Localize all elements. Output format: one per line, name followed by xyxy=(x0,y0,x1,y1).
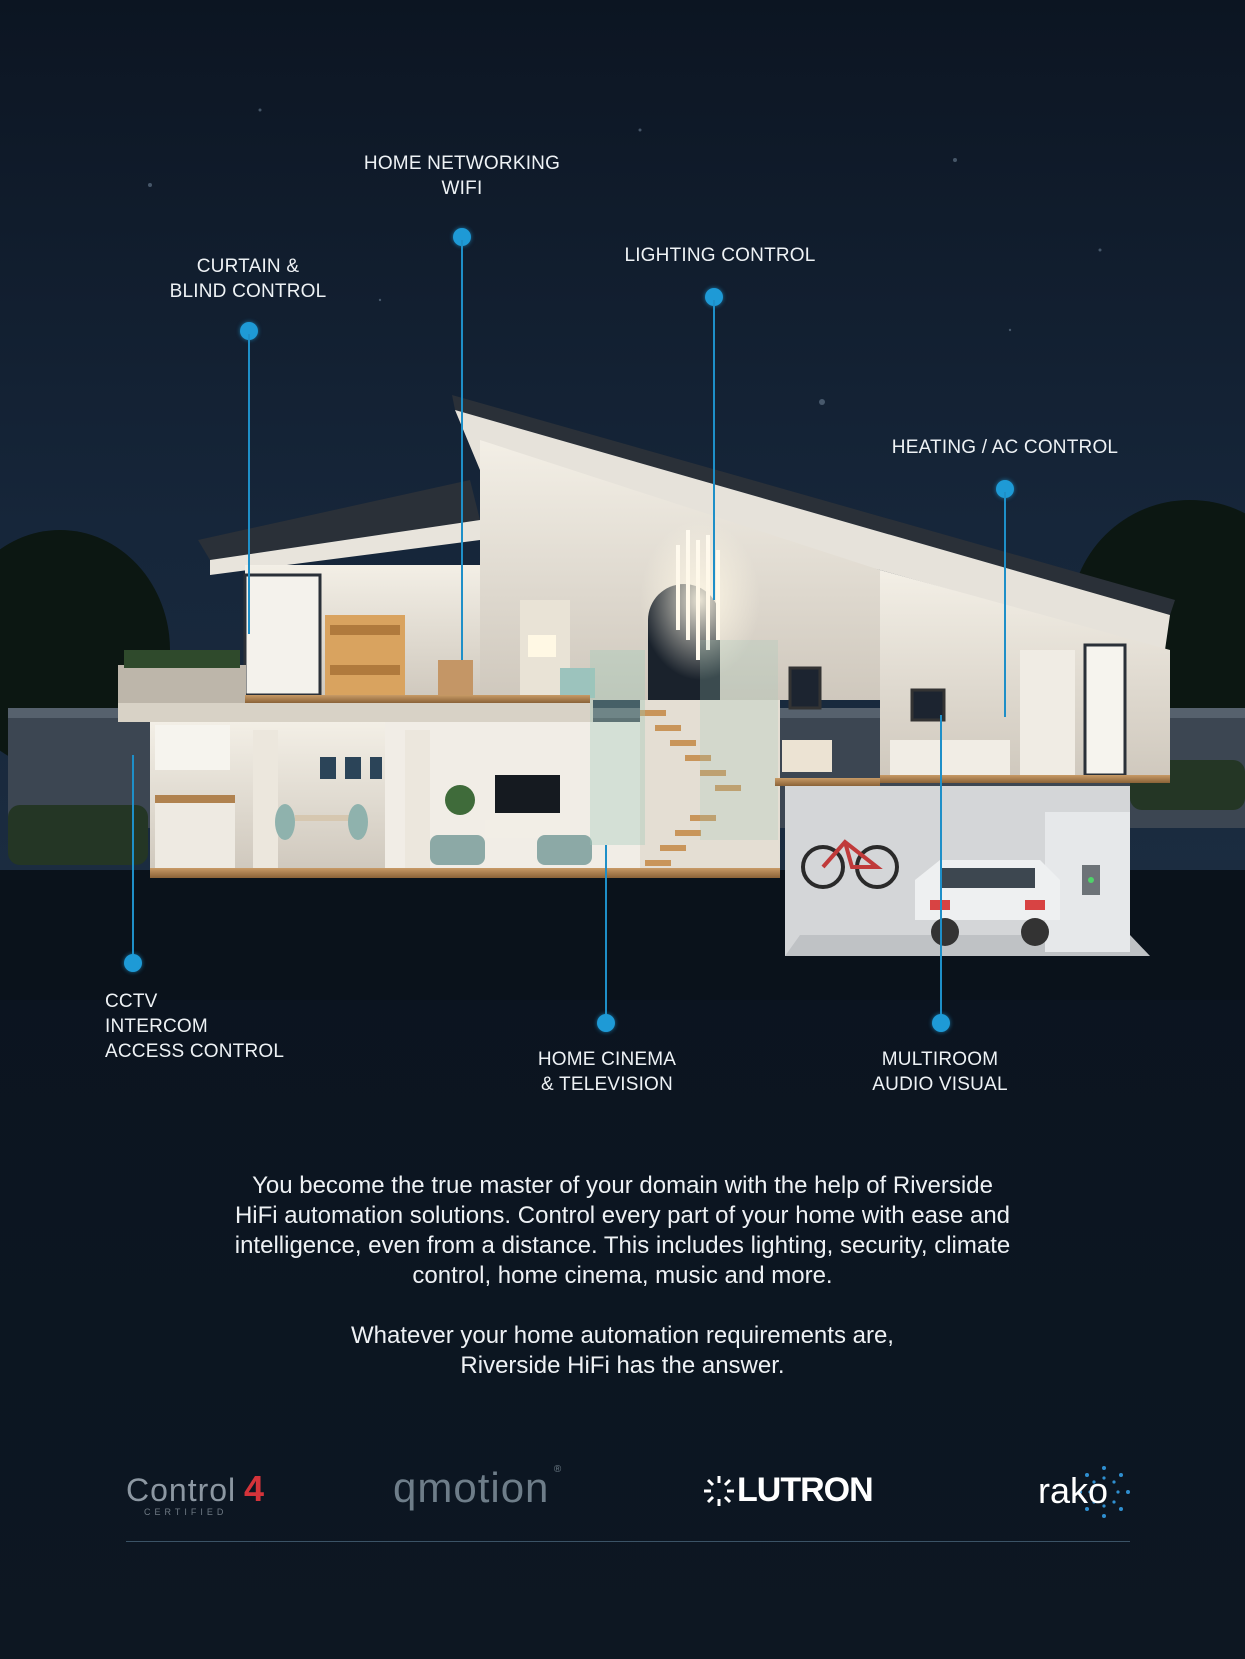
callout-label: WIFI xyxy=(441,178,483,199)
callout-leader-line xyxy=(461,240,463,660)
text-line: intelligence, even from a distance. This includes lighting, security, climate xyxy=(234,1232,1011,1259)
lutron-wordmark: LUTRON xyxy=(737,1471,873,1509)
callout-marker-audio xyxy=(932,1014,950,1032)
callout-curtain-blind xyxy=(148,254,348,304)
callout-home-cinema xyxy=(507,1047,707,1097)
control4-wordmark: Control xyxy=(126,1472,237,1508)
intro-paragraph xyxy=(150,1171,1095,1291)
callout-label: LIGHTING CONTROL xyxy=(624,245,816,266)
control4-certified-label: CERTIFIED xyxy=(144,1507,228,1517)
callout-label: MULTIROOM xyxy=(881,1049,999,1070)
callout-label: AUDIO VISUAL xyxy=(872,1074,1008,1095)
text-line: Whatever your home automation requirements are, xyxy=(351,1322,894,1349)
callout-label: INTERCOM xyxy=(105,1016,208,1037)
callout-heating-ac xyxy=(880,435,1130,460)
callout-label: ACCESS CONTROL xyxy=(105,1041,285,1062)
footer-divider xyxy=(126,1541,1130,1542)
control4-four-mark: 4 xyxy=(244,1468,265,1509)
callout-home-networking xyxy=(362,151,562,201)
callout-multiroom-audio xyxy=(840,1047,1040,1097)
callout-cctv-intercom-access xyxy=(105,989,284,1064)
callout-label: & TELEVISION xyxy=(541,1074,673,1095)
rako-logo xyxy=(1038,1464,1133,1520)
lutron-logo xyxy=(703,1471,918,1511)
text-line: control, home cinema, music and more. xyxy=(412,1262,833,1289)
lutron-sunburst-icon xyxy=(703,1475,735,1507)
callout-marker-cinema xyxy=(597,1014,615,1032)
text-line: You become the true master of your domain with the help of Riverside xyxy=(252,1172,993,1199)
callout-leader-line xyxy=(248,334,250,634)
callout-marker-cctv xyxy=(124,954,142,972)
callout-label: BLIND CONTROL xyxy=(169,281,327,302)
qmotion-wordmark: qmotion xyxy=(393,1464,550,1511)
registered-mark: ® xyxy=(553,1464,562,1475)
closing-paragraph xyxy=(150,1321,1095,1381)
callout-label: HEATING / AC CONTROL xyxy=(891,437,1119,458)
text-line: Riverside HiFi has the answer. xyxy=(460,1352,785,1379)
callout-label: CCTV xyxy=(105,991,158,1012)
callout-label: HOME CINEMA xyxy=(537,1049,677,1070)
callout-leader-line xyxy=(605,845,607,1015)
callout-leader-line xyxy=(940,715,942,1015)
callout-leader-line xyxy=(132,755,134,955)
control4-logo xyxy=(126,1470,286,1520)
callout-lighting-control xyxy=(600,243,840,268)
rako-wordmark: rako xyxy=(1038,1470,1109,1511)
text-line: HiFi automation solutions. Control every part of your home with ease and xyxy=(234,1202,1011,1229)
callout-label: CURTAIN & xyxy=(196,256,300,277)
callout-leader-line xyxy=(713,300,715,600)
qmotion-logo xyxy=(393,1464,561,1512)
callout-label: HOME NETWORKING xyxy=(363,153,561,174)
callout-leader-line xyxy=(1004,492,1006,717)
